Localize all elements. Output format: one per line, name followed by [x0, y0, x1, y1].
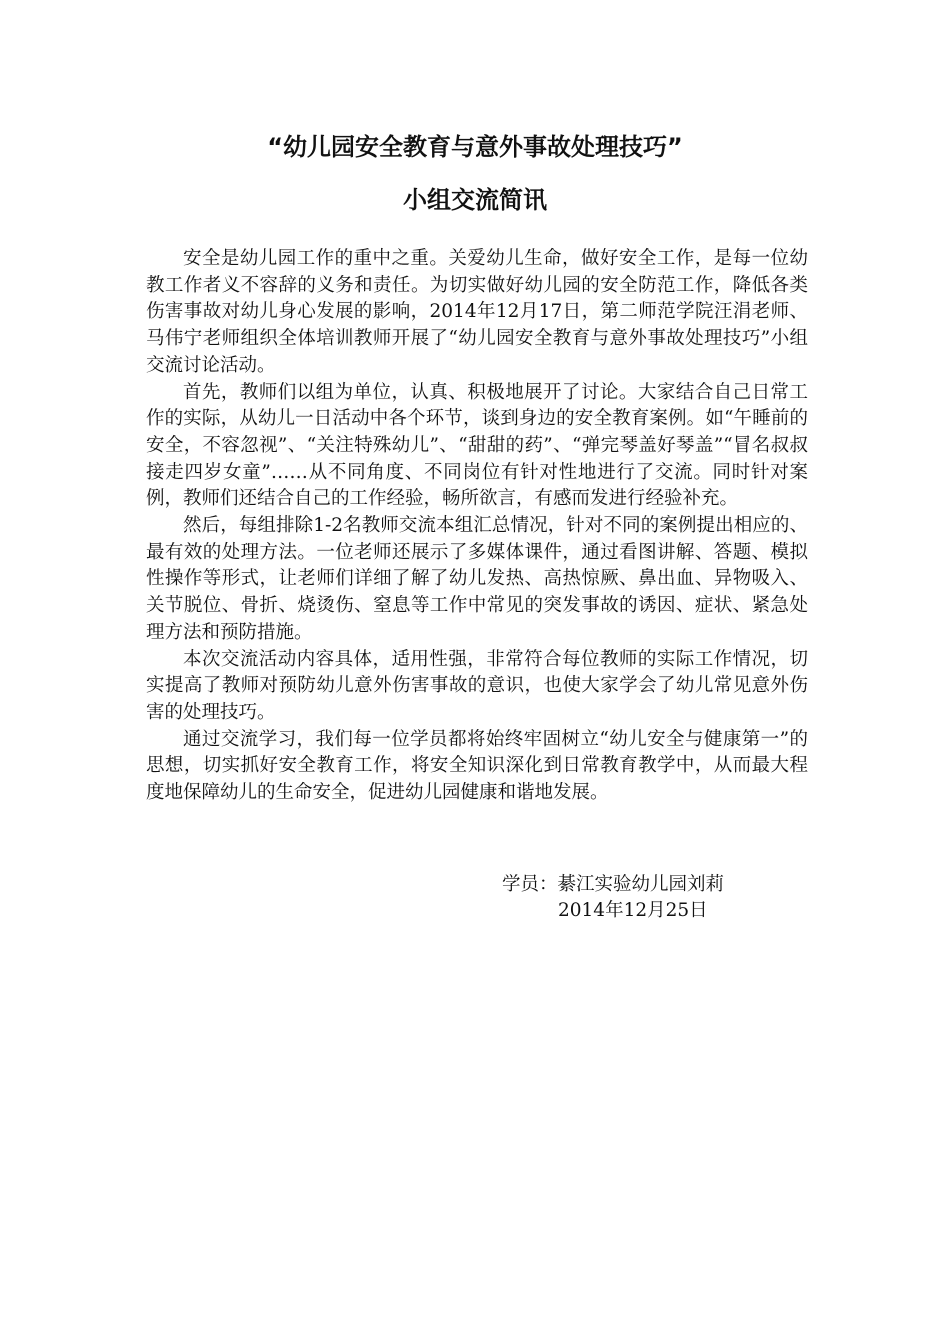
- paragraph: 通过交流学习，我们每一位学员都将始终牢固树立“幼儿安全与健康第一”的思想，切实抓好安全教育工作，将安全知识深化到日常教育教学中，从而最大程度地保障幼儿的生命安全，促进幼儿园健康和谐地发展。: [146, 728, 808, 804]
- document-title: “幼儿园安全教育与意外事故处理技巧”: [267, 133, 683, 161]
- paragraph: 然后，每组排除1-2名教师交流本组汇总情况，针对不同的案例提出相应的、最有效的处理方法。一位老师还展示了多媒体课件，通过看图讲解、答题、模拟性操作等形式，让老师们详细了解了幼儿发热、高热惊厥、鼻出血、异物吸入、关节脱位、骨折、烧烫伤、窒息等工作中常见的突发事故的诱因、症状、紧急处理方法和预防措施。: [146, 515, 808, 643]
- paragraph: 本次交流活动内容具体，适用性强，非常符合每位教师的实际工作情况，切实提高了教师对预防幼儿意外伤害事故的意识，也使大家学会了幼儿常见意外伤害的处理技巧。: [146, 648, 808, 723]
- signature-author: 学员：綦江实验幼儿园刘莉: [502, 874, 725, 895]
- signature-date: 2014年12月25日: [558, 900, 708, 921]
- document-subtitle: 小组交流简讯: [403, 186, 547, 214]
- paragraph: 安全是幼儿园工作的重中之重。关爱幼儿生命，做好安全工作，是每一位幼教工作者义不容辞的义务和责任。为切实做好幼儿园的安全防范工作，降低各类伤害事故对幼儿身心发展的影响，2014年12月17日，第二师范学院汪涓老师、马伟宁老师组织全体培训教师开展了“幼儿园安全教育与意外事故处理技巧”小组交流讨论活动。: [146, 248, 808, 376]
- document-body: [146, 246, 808, 807]
- paragraph: 首先，教师们以组为单位，认真、积极地展开了讨论。大家结合自己日常工作的实际，从幼儿一日活动中各个环节，谈到身边的安全教育案例。如“午睡前的安全，不容忽视”、“关注特殊幼儿”、“甜甜的药”、“弹完琴盖好琴盖”“冒名叔叔接走四岁女童”……从不同角度、不同岗位有针对性地进行了交流。同时针对案例，教师们还结合自己的工作经验，畅所欲言，有感而发进行经验补充。: [146, 381, 808, 510]
